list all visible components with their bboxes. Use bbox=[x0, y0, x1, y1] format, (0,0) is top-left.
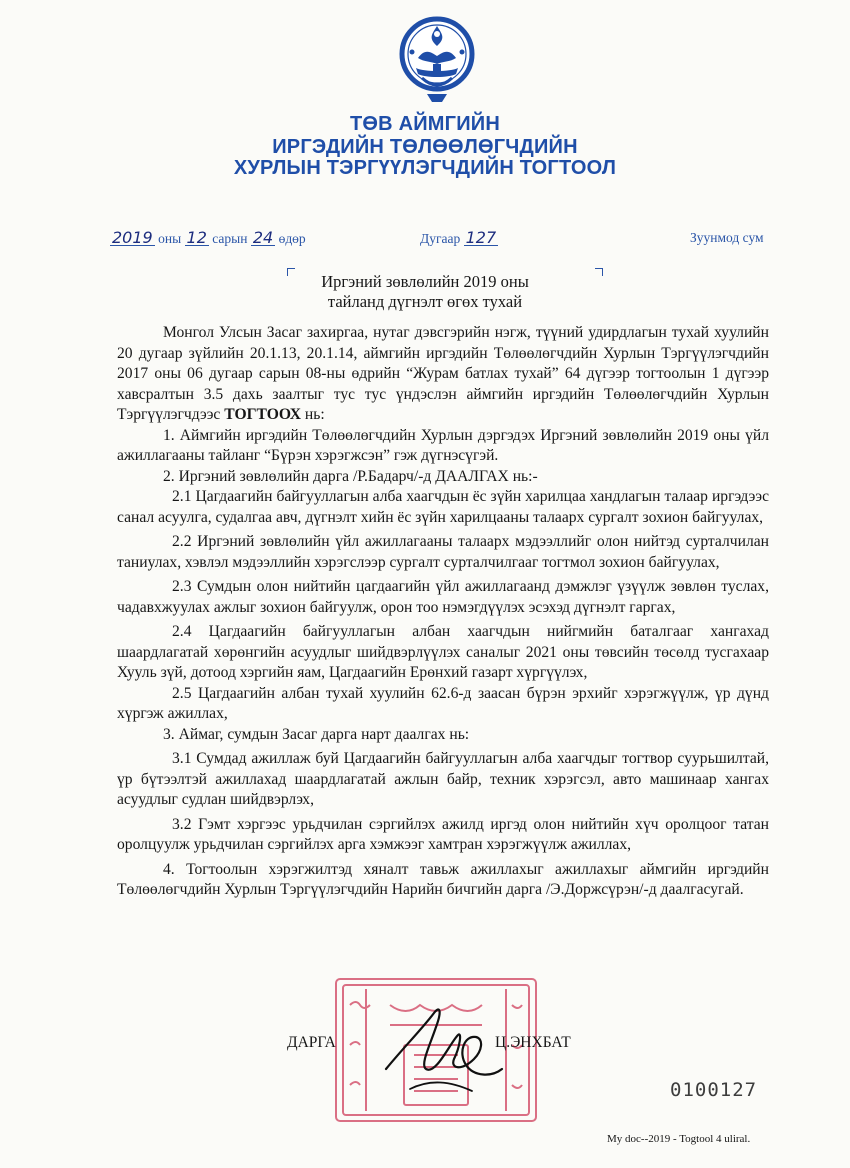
document-subject bbox=[0, 272, 850, 312]
subject-line-2: тайланд дүгнэлт өгөх тухай bbox=[327, 292, 523, 311]
item-2-2: 2.2 Иргэний зөвлөлийн үйл ажиллагааны талаарх мэдээллийг олон нийтэд сурталчилан таниулах, хэвлэл мэдээллийн хэрэгслээр сургалт сурталчилгааг тогтмол зохион байгуулах, bbox=[117, 533, 769, 571]
item-3-1: 3.1 Сумдад ажиллаж буй Цагдаагийн байгууллагын алба хаагчдыг тогтвор суурьшилтай, үр бүтээлтэй ажиллахад шаардлагатай ажлын байр, техник хэрэгсэл, авто машинаар хангах асуудлыг судлан шийдвэрлэх, bbox=[117, 750, 769, 808]
date-day: 24 bbox=[252, 228, 274, 247]
footer-note: My doc--2019 - Togtool 4 uliral. bbox=[607, 1133, 751, 1145]
date-year-suffix: оны bbox=[154, 231, 182, 246]
document-date bbox=[110, 230, 306, 247]
item-2: 2. Иргэний зөвлөлийн дарга /Р.Бадарч/-д ДААЛГАХ нь:- bbox=[163, 467, 538, 485]
date-month-suffix: сарын bbox=[208, 231, 248, 246]
item-3: 3. Аймаг, сумдын Засаг дарга нарт даалгах нь: bbox=[163, 725, 470, 743]
document-place: Зуунмод сум bbox=[690, 230, 764, 245]
item-2-4: 2.4 Цагдаагийн байгууллагын албан хаагчдын нийгмийн баталгааг хангахад шаардлагатай хөрөнгийн асуудлыг шийдвэрлүүлэх саналыг 2021 оны төвсийн төсөлд тусгахаар Хууль зүй, дотоод хэргийн яам, Цагдаагийн Ерөнхий газарт хүргүүлэх, bbox=[117, 623, 769, 681]
item-4: 4. Тогтоолын хэрэгжилтэд хяналт тавьж ажиллахыг ажиллахыг аймгийн иргэдийн Төлөөлөгчдийн Хурлын Тэргүүлэгчдийн Нарийн бичгийн дарга /Э.Доржсүрэн/-д даалгасугай. bbox=[117, 860, 769, 898]
intro-paragraph bbox=[117, 323, 769, 426]
state-emblem-icon bbox=[398, 12, 476, 104]
item-3-2: 3.2 Гэмт хэргээс урьдчилан сэргийлэх ажилд иргэд олон нийтийн хүч оролцоог татан оролцуулж урьдчилан сэргийлэх арга хэмжээг хамтран хэрэгжүүлж ажиллах, bbox=[117, 815, 769, 853]
intro-end: нь: bbox=[301, 406, 325, 423]
subject-line-1: Иргэний зөвлөлийн 2019 оны bbox=[321, 272, 529, 291]
date-year: 2019 bbox=[112, 228, 153, 247]
intro-bold: ТОГТООХ bbox=[224, 406, 301, 423]
serial-number: 0100127 bbox=[670, 1079, 758, 1101]
header-line-3: ХУРЛЫН ТЭРГҮҮЛЭГЧДИЙН ТОГТООЛ bbox=[233, 157, 617, 179]
header-line-1: ТӨВ АЙМГИЙН bbox=[350, 113, 500, 135]
signatory-role: ДАРГА bbox=[287, 1034, 336, 1051]
item-2-5: 2.5 Цагдаагийн албан тухай хуулийн 62.6-д заасан бүрэн эрхийг хэрэгжүүлж, үр дүнд хүргэж ажиллах, bbox=[117, 684, 769, 722]
number-value: 127 bbox=[465, 228, 497, 247]
intro-text: Монгол Улсын Засаг захиргаа, нутаг дэвсгэрийн нэгж, түүний удирдлагын тухай хуулийн 20 дугаар зүйлийн 20.1.13, 20.1.14, аймгийн иргэдийн Төлөөлөгчдийн Хурлын Тэргүүлэгчдийн 2017 оны 06 дугаар сарын 08-ны өдрийн “Журам батлах тухай” 64 дүгээр тогтоолын 1 дүгээр хавсралтын 3.5 дахь заалтыг тус тус үндэслэн аймгийн иргэдийн Төлөөлөгчдийн Хурлын Тэргүүлэгчдээс bbox=[117, 324, 769, 423]
document-number bbox=[420, 230, 498, 247]
item-2-1: 2.1 Цагдаагийн байгууллагын алба хаагчдын ёс зүйн харилцаа хандлагын талаар иргэдээс санал асуулга, судалгаа авч, дүгнэлт хийн ёс зүйн харилцааны талаарх сургалт зохион байгуулах, bbox=[117, 488, 769, 526]
header-line-2: ИРГЭДИЙН ТӨЛӨӨЛӨГЧДИЙН bbox=[272, 136, 578, 158]
handwritten-signature bbox=[380, 995, 510, 1105]
item-1: 1. Аймгийн иргэдийн Төлөөлөгчдийн Хурлын дэргэдэх Иргэний зөвлөлийн 2019 оны үйл ажиллагааны тайланг “Бүрэн хэрэгжсэн” гэж дүгнэсүгэй. bbox=[117, 426, 769, 464]
document-body bbox=[117, 323, 769, 901]
signatory-name: Ц.ЭНХБАТ bbox=[495, 1034, 571, 1051]
item-2-3: 2.3 Сумдын олон нийтийн цагдаагийн үйл ажиллагаанд дэмжлэг үзүүлж зөвлөн туслах, чадавхжуулах ажлыг зохион байгуулж, орон тоо нэмэгдүүлэх эсэхэд дүгнэлт гаргах, bbox=[117, 578, 769, 616]
date-month: 12 bbox=[186, 228, 207, 247]
number-label: Дугаар bbox=[420, 231, 464, 246]
date-day-suffix: өдөр bbox=[275, 231, 306, 246]
